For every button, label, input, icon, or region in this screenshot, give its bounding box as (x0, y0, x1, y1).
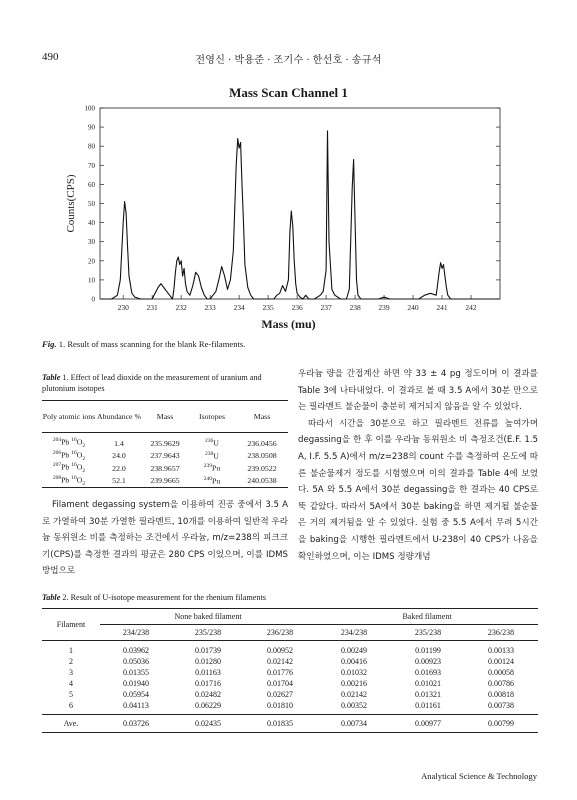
table-cell: 1.4 (114, 438, 124, 448)
series-line (100, 131, 500, 299)
table-cell: 238.9657 (150, 463, 180, 473)
table-cell: 0.01776 (267, 668, 293, 677)
y-tick-label: 10 (88, 276, 95, 285)
table1-isotope-cell (188, 462, 236, 475)
table2-filament-number: 3 (69, 668, 73, 677)
table-row (42, 462, 288, 475)
isotope-mass-number: 238 (205, 450, 214, 457)
table1-ion-cell: $^{207}$Pb $^{16}O_2$ (52, 462, 86, 475)
isotope-mass-number: 240 (203, 475, 212, 482)
table-row (42, 433, 288, 450)
figure-caption-text: 1. Result of mass scanning for the blank Re-filaments. (58, 339, 246, 349)
plot-frame (100, 108, 500, 299)
table-cell: 0.02627 (267, 690, 293, 699)
isotope-element: U (213, 439, 219, 449)
isotope-mass-number: 236 (205, 438, 214, 445)
table1-header: Mass (253, 411, 271, 421)
y-tick-label: 100 (84, 104, 95, 113)
table-cell: 0.00124 (488, 657, 514, 666)
table-cell: 239.0522 (247, 463, 277, 473)
o-mass-number: 16 (71, 437, 77, 444)
table2-filament-number: 1 (69, 646, 73, 655)
table-cell: 0.03726 (100, 715, 172, 733)
table2-subheader: 235/238 (414, 628, 442, 637)
figure-label: Fig. (42, 339, 57, 349)
body-paragraph-left: Filament degassing system을 이용하여 진공 중에서 3.5 A로 가열하여 30분 가열한 필라멘트, 10개를 이용하여 일반적 우라늄 동위원소 비를 측정하는 조건에서 우라늄, m/z=238의 피크크기(CPS)를 측정한 결과의 평균은 280 CPS 이었으며, 이를 IDMS 방법으로 (42, 500, 288, 577)
table1-caption (42, 372, 288, 394)
x-tick-label: 240 (407, 303, 419, 312)
table-row (42, 450, 288, 463)
x-tick-label: 237 (320, 303, 332, 312)
table2-group-none-baked: None baked filament (100, 609, 316, 625)
table-row (42, 656, 538, 667)
y-tick-label: 0 (91, 295, 95, 304)
table-cell: 237.9643 (150, 451, 180, 461)
table-cell: 0.02142 (341, 690, 367, 699)
isotope-element: U (213, 451, 219, 461)
table-cell: 239.9665 (150, 476, 180, 486)
x-tick-label: 236 (291, 303, 303, 312)
table-cell: 0.01321 (415, 690, 441, 699)
x-tick-label: 230 (117, 303, 129, 312)
table1-isotope-cell (188, 450, 236, 463)
table-cell: 235.9629 (150, 438, 180, 448)
table2-caption (42, 593, 266, 602)
table1-header-row (42, 401, 288, 433)
table1-ion-cell: $^{206}$Pb $^{16}O_2$ (52, 449, 86, 462)
table-cell: 0.05036 (123, 657, 149, 666)
table-cell: 0.01021 (415, 679, 441, 688)
y-tick-label: 30 (88, 238, 95, 247)
x-tick-label: 238 (349, 303, 361, 312)
table2-filament-number: 4 (69, 679, 73, 688)
table2-average-row (42, 715, 538, 733)
x-tick-label: 239 (378, 303, 390, 312)
table-row (42, 641, 538, 657)
table2-group-header-row (42, 609, 538, 625)
table-cell: 0.00216 (341, 679, 367, 688)
o-mass-number: 16 (71, 474, 77, 481)
table-cell: 0.00352 (341, 701, 367, 710)
table1-caption-text: 1. Effect of lead dioxide on the measurement of uranium and plutonium isotopes (42, 373, 262, 393)
table1-header: Isotopes (199, 411, 225, 421)
table-row (42, 667, 538, 678)
mass-scan-chart (60, 100, 520, 320)
table2-subheader-row (42, 625, 538, 641)
table2-label: Table (42, 593, 61, 602)
y-tick-label: 60 (88, 180, 95, 189)
table-row (42, 678, 538, 689)
table2-subheader: 234/238 (122, 628, 150, 637)
y-tick-label: 20 (88, 257, 95, 266)
table-cell: 0.00416 (341, 657, 367, 666)
pb-mass-number: 208 (52, 474, 62, 481)
table1-header: Mass (156, 411, 174, 421)
table-cell: 0.02142 (267, 657, 293, 666)
table-row (42, 475, 288, 488)
table-cell: 0.05954 (123, 690, 149, 699)
table-cell: 0.02482 (195, 690, 221, 699)
table-cell: 22.0 (112, 463, 126, 473)
table-cell: 0.03962 (123, 646, 149, 655)
table1-label: Table (42, 373, 61, 382)
page-number: 490 (42, 51, 59, 63)
table-cell: 0.00977 (392, 715, 464, 733)
table1-isotope-cell (188, 433, 236, 450)
table1 (42, 400, 288, 488)
y-tick-label: 50 (88, 200, 95, 208)
table-cell: 0.00738 (488, 701, 514, 710)
table-cell: 0.01810 (267, 701, 293, 710)
table-cell: 0.00952 (267, 646, 293, 655)
journal-footer: Analytical Science & Technology (421, 771, 537, 781)
table2 (42, 608, 538, 733)
y-tick-label: 80 (88, 142, 95, 151)
table-cell: 0.00249 (341, 646, 367, 655)
table1-ion-cell: $^{204}$Pb $^{16}O_2$ (52, 437, 86, 450)
table1-isotope-cell (188, 475, 236, 488)
table2-filament-number: 2 (69, 657, 73, 666)
o-mass-number: 16 (71, 462, 77, 469)
table2-caption-text: 2. Result of U-isotope measurement for the rhenium filaments (62, 593, 266, 602)
x-tick-label: 235 (262, 303, 274, 312)
table-cell: 0.01739 (195, 646, 221, 655)
table-cell: 0.06229 (195, 701, 221, 710)
table2-group-baked: Baked filament (316, 609, 538, 625)
table-row (42, 689, 538, 700)
table2-filament-number: 5 (69, 690, 73, 699)
pb-mass-number: 207 (52, 462, 62, 469)
table1-header: Poly atomic ions (42, 411, 96, 421)
isotope-mass-number: 239 (203, 463, 212, 470)
table-cell: 0.01940 (123, 679, 149, 688)
x-tick-label: 233 (204, 303, 216, 312)
table-cell: 0.00923 (415, 657, 441, 666)
table-cell: 0.00818 (488, 690, 514, 699)
table-cell: 0.01161 (415, 701, 441, 710)
body-paragraph: 우라늄 량을 간접계산 하면 약 33 ± 4 pg 정도이며 이 결과를 Table 3에 나타내었다. 이 결과로 볼 때 3.5 A에서 30분 만으로는 필라멘트 불순물이 충분히 제거되지 않음을 알 수 있었다. (298, 369, 538, 413)
table-cell: 0.01704 (267, 679, 293, 688)
table-cell: 24.0 (112, 451, 126, 461)
pb-mass-number: 206 (52, 449, 62, 456)
table-cell: 0.00734 (316, 715, 392, 733)
table-cell: 0.00133 (488, 646, 514, 655)
table-cell: 0.04113 (123, 701, 149, 710)
table-cell: 0.00786 (488, 679, 514, 688)
table-row (42, 700, 538, 715)
figure-caption (42, 339, 245, 349)
x-tick-label: 232 (175, 303, 187, 312)
table-cell: 0.00799 (464, 715, 538, 733)
table-cell: 0.02435 (172, 715, 244, 733)
table-cell: 0.01199 (415, 646, 441, 655)
table-cell: 52.1 (112, 476, 126, 486)
body-paragraph: 따라서 시간을 30분으로 하고 필라멘트 전류를 높여가며 degassing을 한 후 이를 우라늄 동위원소 비 측정조건(E.F. 1.5 A, I.F. 5.5 A)에서 m/z=238의 count 수를 측정하여 온도에 따른 불순물제거 정도를 시험했으며 이의 결과를 Table 4에 보였다. 5A 와 5.5 A에서 30분 degassing을 한 결과는 40 CPS로 뚝 같았다. 따라서 5A에서 30분 baking을 하면 제거될 불순물은 거의 제거됨을 알 수 있었다. 실험 중 5.5 A에서 무려 5시간을 baking을 시행한 필라멘트에서 U-238이 40 CPS가 나옴을 확인하였으며, 이는 IDMS 정량개념 (298, 418, 538, 562)
y-tick-label: 40 (88, 219, 95, 228)
x-tick-label: 231 (146, 303, 158, 312)
y-axis-label: Counts(CPS) (65, 174, 77, 233)
table2-subheader: 234/238 (340, 628, 368, 637)
table2-average-label: Ave. (42, 715, 100, 733)
x-axis-label: Mass (mu) (261, 317, 316, 331)
table2-subheader: 236/238 (266, 628, 294, 637)
table-cell: 0.01835 (244, 715, 316, 733)
x-tick-label: 241 (436, 303, 448, 312)
table1-ion-cell: $^{208}$Pb $^{16}O_2$ (52, 474, 86, 487)
y-tick-label: 90 (88, 123, 95, 132)
isotope-element: Pu (212, 464, 221, 474)
running-head-authors: 전영신 · 박용준 · 조기수 · 한선호 · 송규석 (195, 55, 382, 66)
table-cell: 236.0456 (247, 438, 277, 448)
table-cell: 0.01280 (195, 657, 221, 666)
chart-plot-area (65, 105, 500, 313)
pb-mass-number: 204 (52, 437, 62, 444)
table2-subheader: 235/238 (194, 628, 222, 637)
body-text-right-column (298, 366, 538, 565)
table1-header: Abundance % (97, 411, 141, 421)
table-cell: 238.0508 (247, 451, 277, 461)
table2-subheader: 236/238 (487, 628, 515, 637)
x-tick-label: 234 (233, 303, 245, 312)
y-tick-label: 70 (88, 161, 95, 170)
table2-filament-header: Filament (42, 609, 100, 641)
table-cell: 240.0538 (247, 476, 277, 486)
table-cell: 0.01032 (341, 668, 367, 677)
table-cell: 0.00058 (488, 668, 514, 677)
table2-filament-number: 6 (69, 701, 73, 710)
table-cell: 0.01355 (123, 668, 149, 677)
o-mass-number: 16 (71, 449, 77, 456)
table-cell: 0.01693 (415, 668, 441, 677)
table-cell: 0.01716 (195, 679, 221, 688)
chart-title: Mass Scan Channel 1 (229, 85, 348, 100)
isotope-element: Pu (212, 476, 221, 486)
table-cell: 0.01163 (195, 668, 221, 677)
x-tick-label: 242 (465, 303, 477, 312)
